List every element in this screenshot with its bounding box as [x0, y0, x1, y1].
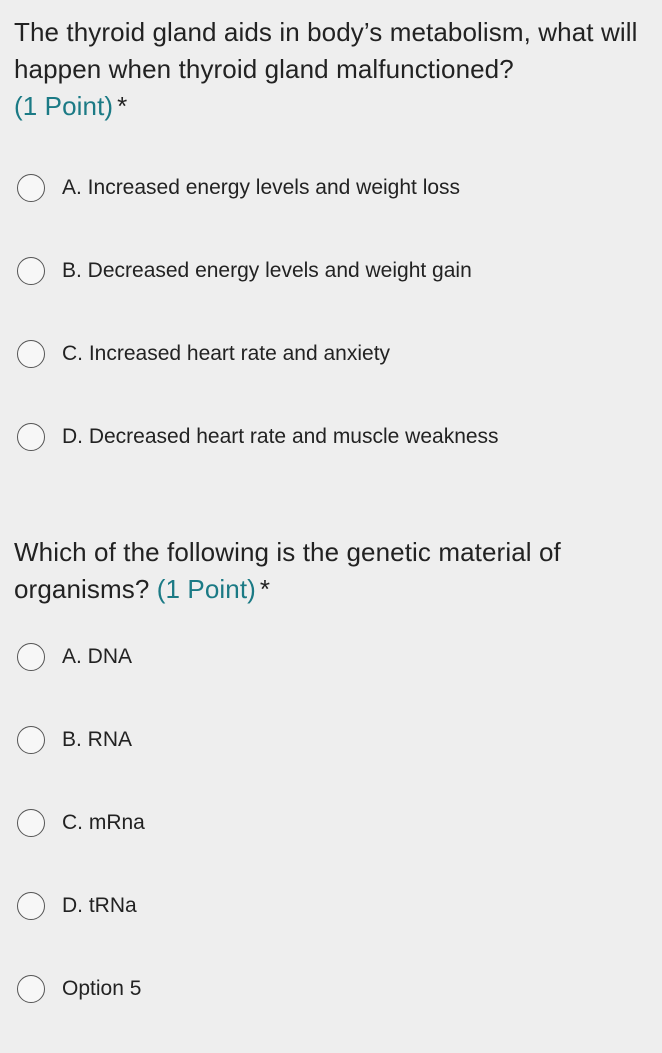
option-label: B. Decreased energy levels and weight gain: [62, 258, 472, 282]
question-2: [14, 534, 654, 1030]
q2-option-d[interactable]: [14, 864, 654, 947]
radio-button[interactable]: [17, 975, 45, 1003]
q1-option-d[interactable]: [14, 395, 654, 478]
option-label: A. Increased energy levels and weight loss: [62, 175, 461, 199]
option-label: A. DNA: [62, 644, 133, 668]
q2-option-a[interactable]: [14, 615, 654, 698]
option-label: C. mRna: [62, 810, 145, 834]
required-marker: *: [117, 91, 128, 121]
radio-button[interactable]: [17, 892, 45, 920]
question-1-text: The thyroid gland aids in body’s metabolism, what will happen when thyroid gland malfunctioned?: [14, 17, 638, 84]
question-2-points: (1 Point): [156, 574, 256, 604]
radio-button[interactable]: [17, 340, 45, 368]
required-marker: *: [259, 574, 271, 604]
q1-option-a[interactable]: [14, 146, 654, 229]
question-2-options: [14, 615, 654, 1030]
question-2-title: [14, 534, 654, 608]
question-1-options: [14, 146, 654, 478]
option-label: C. Increased heart rate and anxiety: [62, 341, 391, 365]
option-label: D. tRNa: [62, 893, 137, 917]
radio-button[interactable]: [17, 423, 45, 451]
q2-option-5[interactable]: [14, 947, 654, 1030]
radio-button[interactable]: [17, 809, 45, 837]
radio-button[interactable]: [17, 257, 45, 285]
question-1-title: [14, 14, 654, 125]
option-label: Option 5: [62, 976, 142, 1000]
question-1: [14, 14, 654, 478]
q1-option-c[interactable]: [14, 312, 654, 395]
question-2-text: Which of the following is the genetic material of organisms?: [14, 537, 561, 604]
radio-button[interactable]: [17, 643, 45, 671]
radio-button[interactable]: [17, 726, 45, 754]
option-label: D. Decreased heart rate and muscle weakness: [62, 424, 499, 448]
q1-option-b[interactable]: [14, 229, 654, 312]
q2-option-b[interactable]: [14, 698, 654, 781]
radio-button[interactable]: [17, 174, 45, 202]
option-label: B. RNA: [62, 727, 133, 751]
question-1-points: (1 Point): [14, 91, 114, 121]
q2-option-c[interactable]: [14, 781, 654, 864]
